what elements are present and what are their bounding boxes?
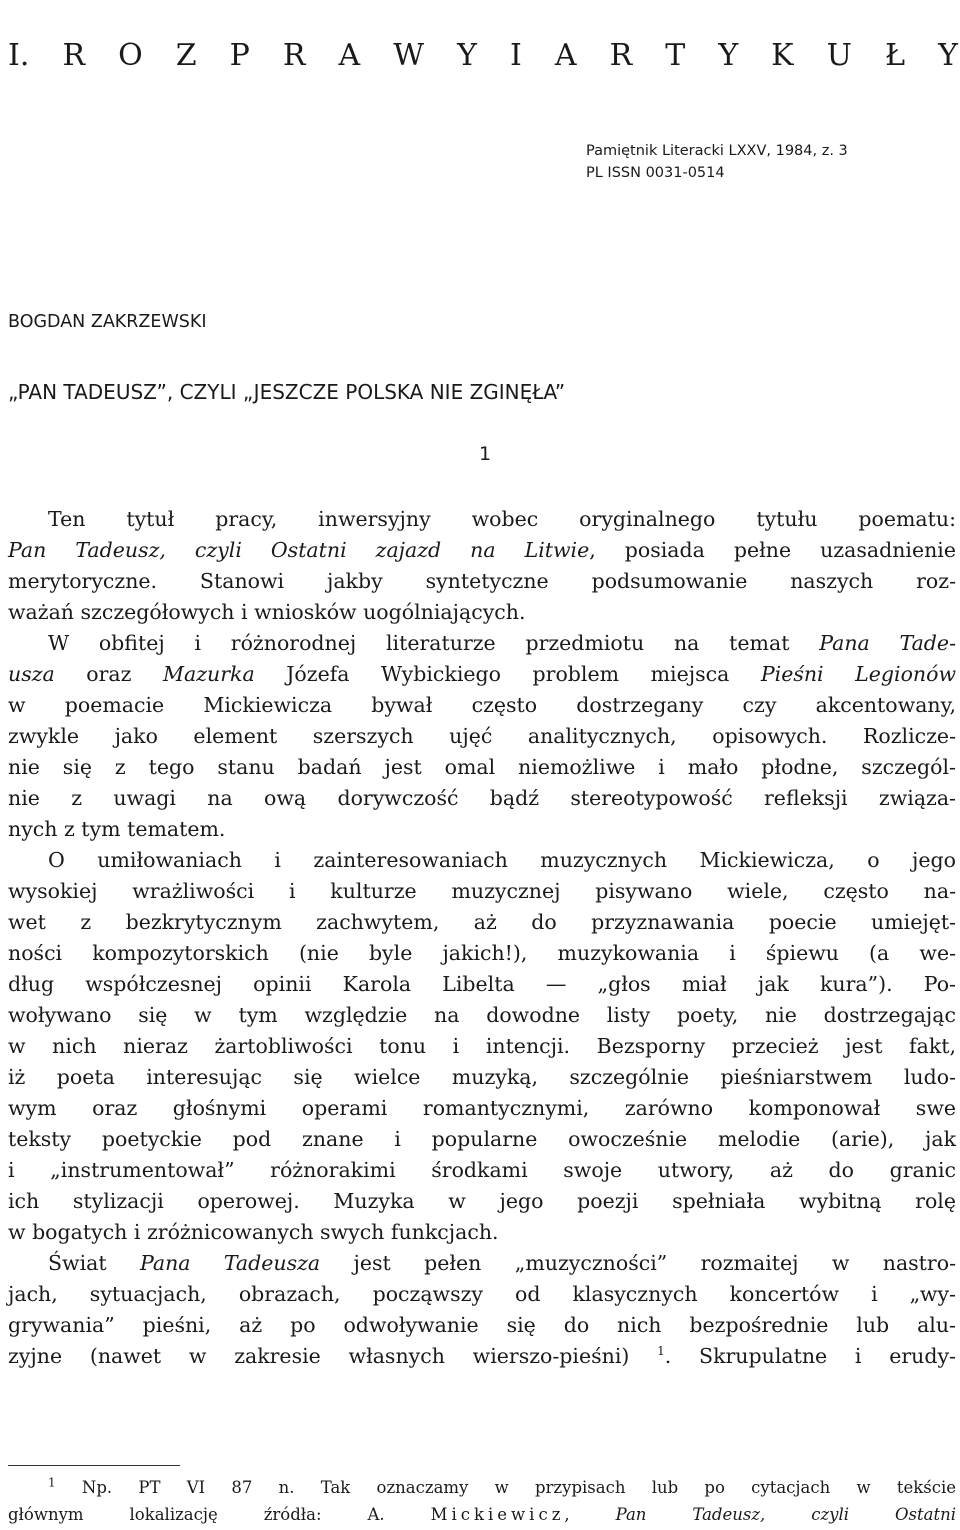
body-line: w poemacie Mickiewicza bywał często dostrzegany czy akcentowany, (8, 693, 956, 717)
body-line: O umiłowaniach i zainteresowaniach muzycznych Mickiewicza, o jego (48, 848, 956, 872)
body-line: dług współczesnej opinii Karola Libelta — „głos miał jak kura”). Po- (8, 972, 956, 996)
body-line: Ten tytuł pracy, inwersyjny wobec oryginalnego tytułu poematu: (48, 507, 956, 531)
body-line: jach, sytuacjach, obrazach, począwszy od klasycznych koncertów i „wy- (8, 1282, 956, 1306)
article-body (8, 504, 956, 1372)
body-line: w nich nieraz żartobliwości tonu i intencji. Bezsporny przecież jest fakt, (8, 1034, 956, 1058)
footnote-divider (8, 1465, 180, 1466)
article-author: BOGDAN ZAKRZEWSKI (8, 312, 207, 332)
body-line: ich stylizacji operowej. Muzyka w jego poezji spełniała wybitną rolę (8, 1189, 956, 1213)
section-heading-letter: R (62, 38, 86, 73)
body-line: wet z bezkrytycznym zachwytem, aż do przyznawania poecie umiejęt- (8, 910, 956, 934)
body-line: merytoryczne. Stanowi jakby syntetyczne podsumowanie naszych roz- (8, 569, 956, 593)
section-heading-letter: U (826, 38, 852, 73)
body-line: nie z uwagi na ową dorywczość bądź stereotypowość refleksji związa- (8, 786, 956, 810)
section-heading-letter: K (771, 38, 794, 73)
section-heading-letter: I. (8, 38, 30, 73)
body-line: teksty poetyckie pod znane i popularne owocześnie melodie (arie), jak (8, 1127, 956, 1151)
footnote-line: głównym lokalizację źródła: A. Mickiewicz, Pan Tadeusz, czyli Ostatni (8, 1505, 956, 1524)
article-title: „PAN TADEUSZ”, CZYLI „JESZCZE POLSKA NIE ZGINĘŁA” (8, 380, 566, 404)
body-line: woływano się w tym względzie na dowodne listy poety, nie dostrzegając (8, 1003, 956, 1027)
section-heading-letter: T (665, 38, 686, 73)
section-heading-letter: R (282, 38, 306, 73)
section-heading-letter: Ł (884, 38, 906, 73)
body-line: grywania” pieśni, aż po odwoływanie się do nich bezpośrednie lub alu- (8, 1313, 956, 1337)
body-line: usza oraz Mazurka Józefa Wybickiego problem miejsca Pieśni Legionów (8, 662, 957, 686)
body-line: zyjne (nawet w zakresie własnych wierszo-pieśni) $^1$. Skrupulatne i erudy- (8, 1344, 956, 1368)
body-line: Pan Tadeusz, czyli Ostatni zajazd na Litwie, posiada pełne uzasadnienie (8, 538, 956, 562)
body-line: W obfitej i różnorodnej literaturze przedmiotu na temat Pana Tade- (48, 631, 956, 655)
section-heading-letter: I (509, 38, 522, 73)
section-heading-letter: Y (938, 38, 958, 73)
section-heading (8, 38, 958, 73)
body-line: wym oraz głośnymi operami romantycznymi, zarówno komponował swe (8, 1096, 956, 1120)
journal-citation: Pamiętnik Literacki LXXV, 1984, z. 3 (586, 143, 848, 159)
section-heading-letter: O (118, 38, 143, 73)
section-heading-letter: Z (175, 38, 197, 73)
footnote (8, 1474, 956, 1528)
section-heading-letter: A (338, 38, 361, 73)
body-line: nie się z tego stanu badań jest omal niemożliwe i mało płodne, szczegól- (8, 755, 956, 779)
section-heading-letter: R (609, 38, 633, 73)
body-line: ności kompozytorskich (nie byle jakich!), muzykowania i śpiewu (a we- (8, 941, 956, 965)
body-line: zwykle jako element szerszych ujęć analitycznych, opisowych. Rozlicze- (8, 724, 956, 748)
section-heading-letter: P (229, 38, 250, 73)
section-heading-letter: Y (457, 38, 477, 73)
body-line: w bogatych i zróżnicowanych swych funkcjach. (8, 1220, 499, 1244)
body-line: i „instrumentował” różnorakimi środkami swoje utwory, aż do granic (8, 1158, 956, 1182)
section-number: 1 (479, 443, 492, 465)
body-line: iż poeta interesując się wielce muzyką, szczególnie pieśniarstwem ludo- (8, 1065, 956, 1089)
section-heading-letter: W (393, 38, 425, 73)
body-line: nych z tym tematem. (8, 817, 226, 841)
journal-info (586, 140, 960, 184)
section-heading-letter: Y (718, 38, 739, 73)
body-line: ważań szczegółowych i wniosków uogólniających. (8, 600, 526, 624)
body-line: wysokiej wrażliwości i kulturze muzycznej pisywano wiele, często na- (8, 879, 956, 903)
journal-issn: PL ISSN 0031-0514 (586, 165, 725, 181)
section-heading-letter: A (554, 38, 577, 73)
footnote-line: $^1$ Np. PT VI 87 n. Tak oznaczamy w przypisach lub po cytacjach w tekście (48, 1475, 956, 1497)
body-line: Świat Pana Tadeusza jest pełen „muzyczności” rozmaitej w nastro- (48, 1251, 956, 1275)
